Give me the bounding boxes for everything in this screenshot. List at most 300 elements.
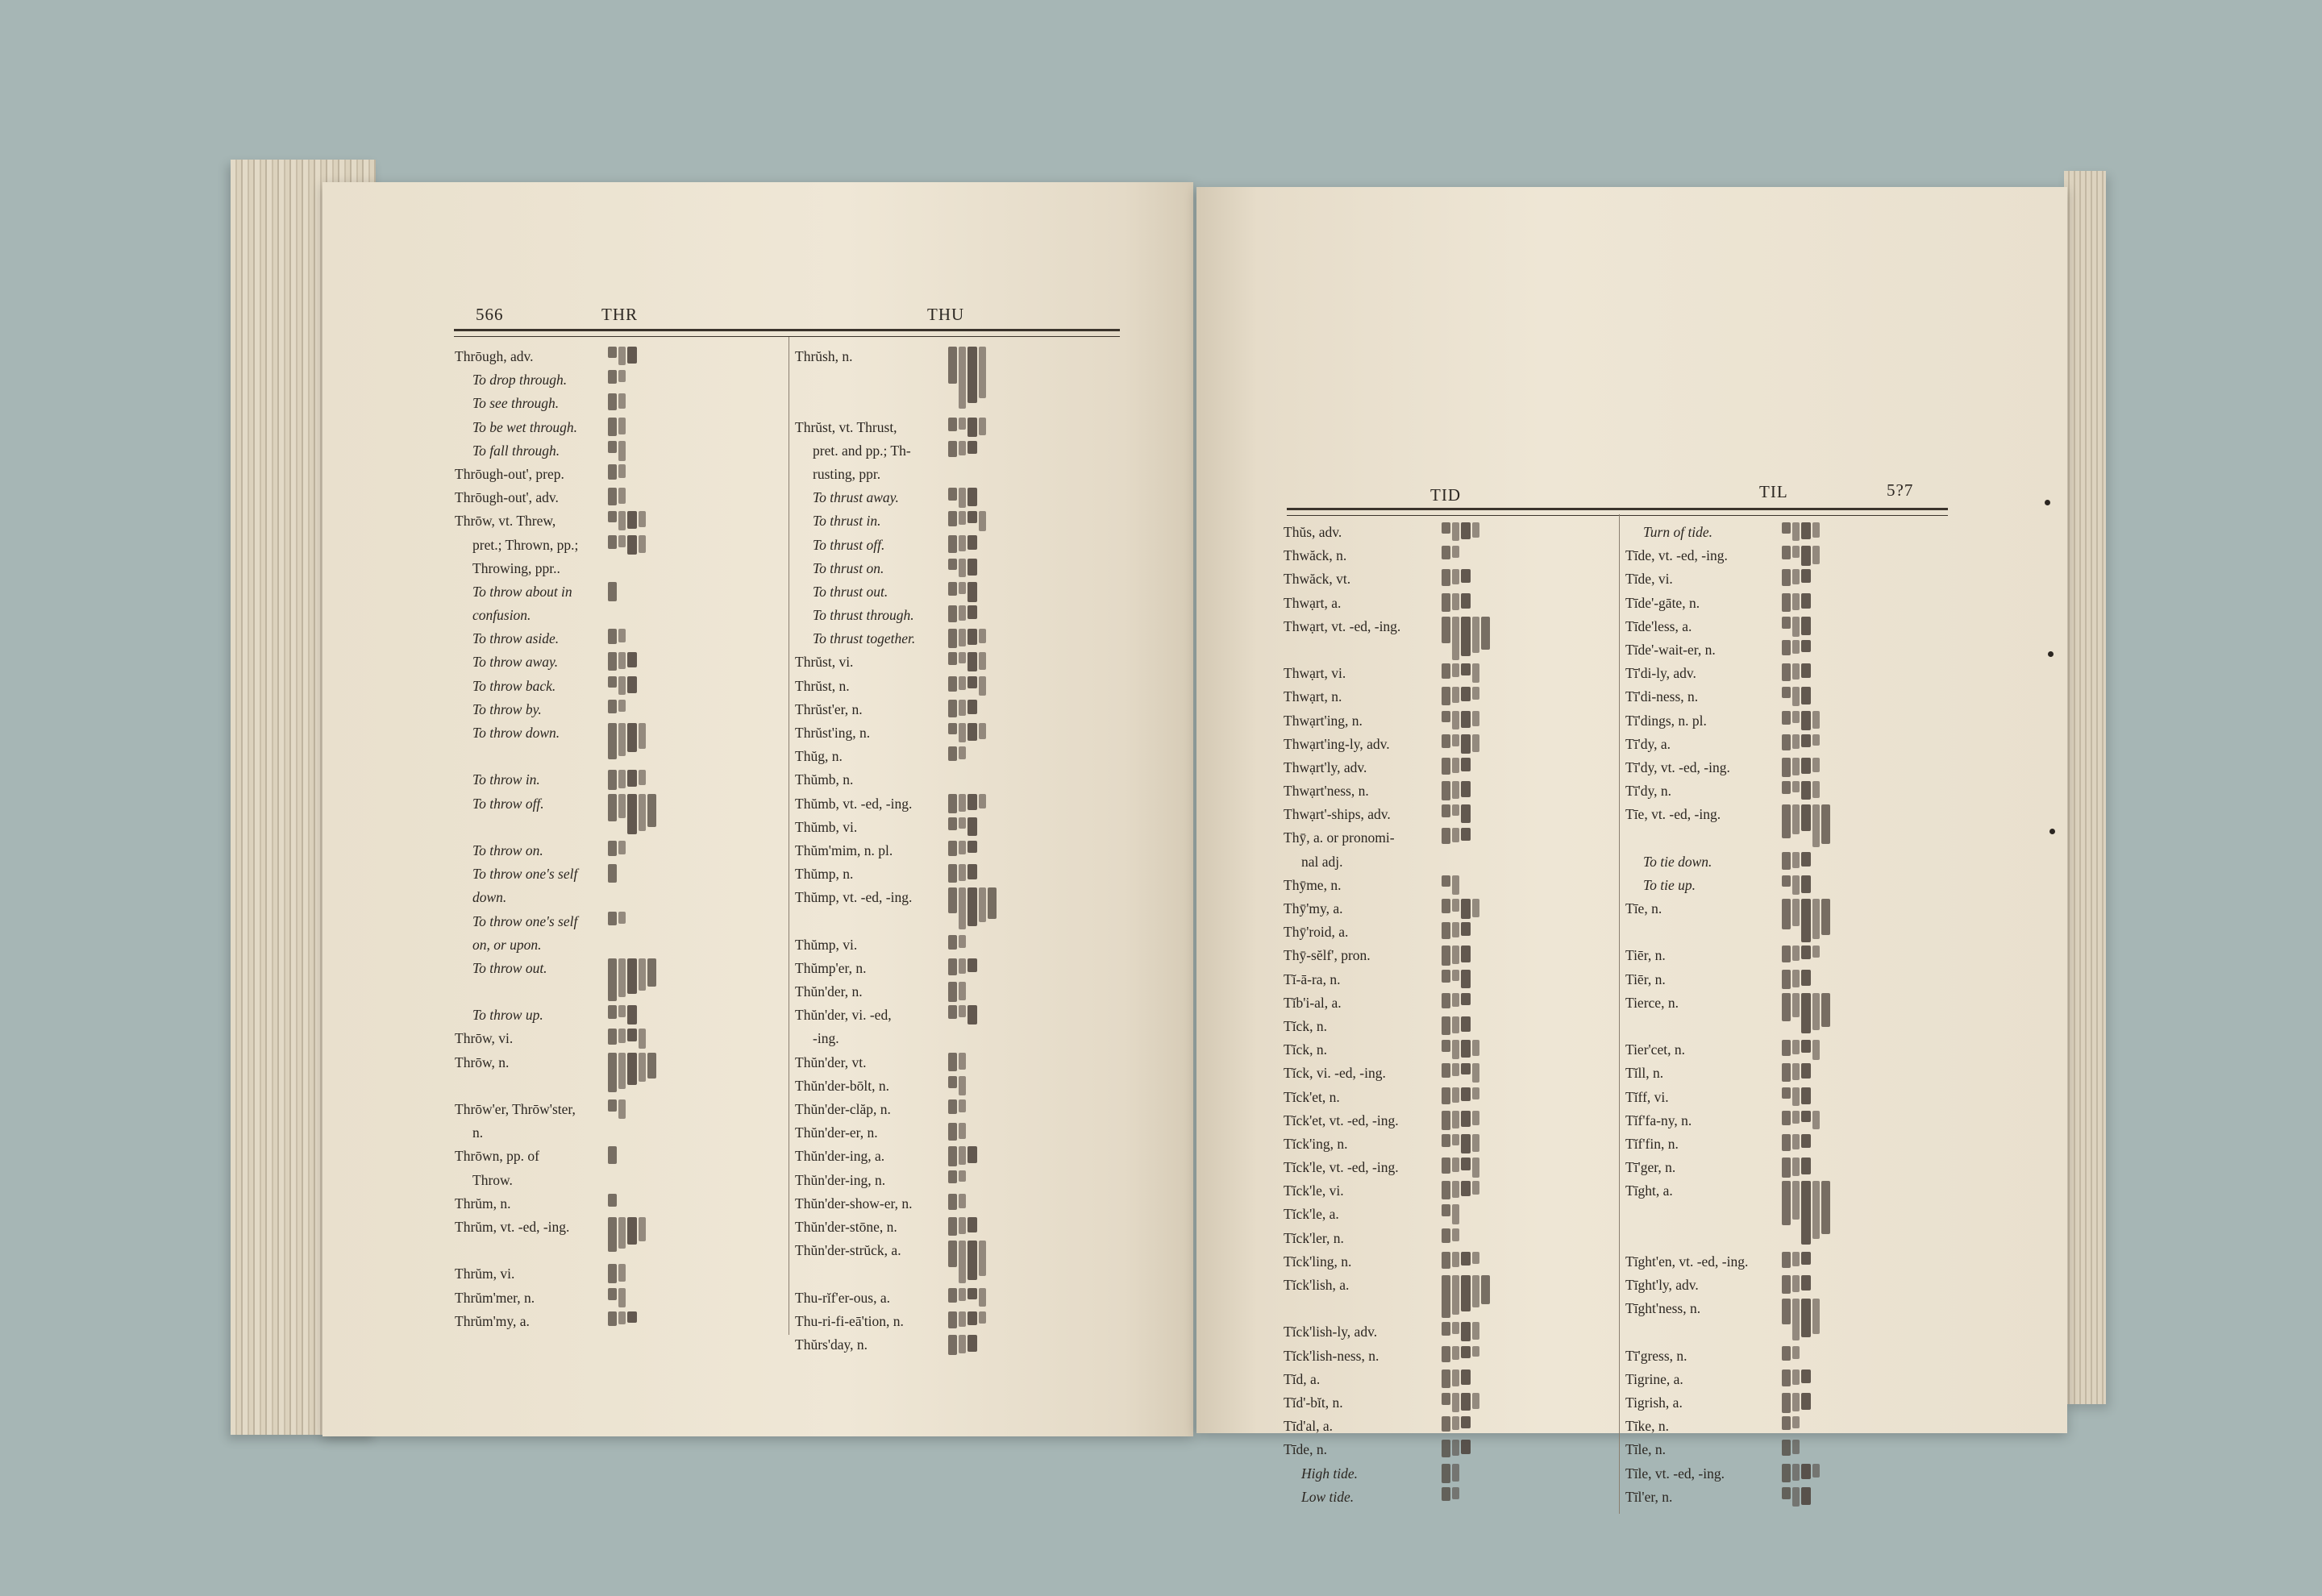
kanji-column xyxy=(1782,663,1791,681)
dictionary-entry xyxy=(455,1145,777,1168)
japanese-gloss xyxy=(608,418,626,437)
header-guide-word-left: TID xyxy=(1430,485,1461,505)
dictionary-entry xyxy=(795,768,1117,792)
japanese-gloss xyxy=(948,1005,977,1025)
kanji-column xyxy=(1801,993,1811,1034)
entry-headword: Thrōw, n. xyxy=(455,1054,510,1070)
kanji-column xyxy=(979,629,986,643)
kanji-column xyxy=(948,605,957,622)
dictionary-entry xyxy=(455,627,777,650)
entry-headword: Tīde, vt. -ed, -ing. xyxy=(1625,547,1728,564)
kanji-column xyxy=(1801,640,1811,652)
kanji-column xyxy=(979,1288,986,1307)
kanji-column xyxy=(1782,852,1791,870)
kanji-column xyxy=(968,723,977,741)
entry-headword: Thŭmp, vi. xyxy=(795,936,858,953)
japanese-gloss xyxy=(948,1241,986,1283)
dictionary-entry xyxy=(455,1051,777,1098)
entry-headword: Tī'dy, a. xyxy=(1625,735,1671,752)
japanese-gloss xyxy=(1442,734,1479,754)
kanji-column xyxy=(1472,617,1479,653)
dictionary-entry xyxy=(795,1145,1117,1168)
kanji-column xyxy=(1782,993,1791,1021)
entry-headword: To throw in. xyxy=(472,771,540,788)
kanji-column xyxy=(1792,899,1800,926)
japanese-gloss xyxy=(1782,1440,1800,1456)
kanji-column xyxy=(979,347,986,398)
dictionary-entry xyxy=(455,1262,777,1286)
kanji-column xyxy=(959,559,966,577)
entry-headword: Thu-rĭf'er-ous, a. xyxy=(795,1289,890,1306)
kanji-column xyxy=(1452,1487,1459,1499)
kanji-column xyxy=(1812,781,1820,798)
entry-headword: Thŭn'der-ing, a. xyxy=(795,1148,885,1165)
dictionary-entry xyxy=(1284,779,1614,803)
kanji-column xyxy=(1782,1087,1791,1099)
dictionary-entry xyxy=(795,1310,1117,1333)
entry-headword: Thwạrt, vi. xyxy=(1284,665,1346,682)
japanese-gloss xyxy=(608,1146,617,1163)
kanji-column xyxy=(1461,593,1471,609)
kanji-column xyxy=(1452,569,1459,584)
japanese-gloss xyxy=(948,347,986,409)
dictionary-entry xyxy=(455,439,777,463)
kanji-column xyxy=(608,958,617,1001)
kanji-column xyxy=(948,652,957,665)
kanji-column xyxy=(1452,1204,1459,1224)
kanji-column xyxy=(968,605,977,619)
kanji-column xyxy=(1801,970,1811,986)
kanji-column xyxy=(948,441,957,457)
kanji-column xyxy=(948,511,957,526)
kanji-column xyxy=(1792,687,1800,705)
entry-headword: Tī'dy, vt. -ed, -ing. xyxy=(1625,759,1730,775)
entry-headword: High tide. xyxy=(1301,1465,1358,1482)
japanese-gloss xyxy=(948,1146,977,1166)
kanji-column xyxy=(948,887,957,913)
japanese-gloss xyxy=(948,817,977,836)
kanji-column xyxy=(627,770,637,786)
japanese-gloss xyxy=(948,958,977,975)
japanese-gloss xyxy=(948,1335,977,1355)
kanji-column xyxy=(1801,875,1811,893)
kanji-column xyxy=(1782,1158,1791,1177)
kanji-column xyxy=(1442,1134,1450,1147)
dictionary-entry xyxy=(1284,1345,1614,1368)
entry-headword: To be wet through. xyxy=(472,418,577,435)
kanji-column xyxy=(968,1217,977,1232)
entry-headword: Thwăck, n. xyxy=(1284,547,1347,564)
header-guide-word-left: THR xyxy=(601,305,638,324)
dictionary-entry xyxy=(1284,567,1614,591)
japanese-gloss xyxy=(1442,1228,1459,1243)
kanji-column xyxy=(959,676,966,690)
kanji-column xyxy=(1442,993,1450,1008)
entry-headword: Throwing, ppr.. xyxy=(472,559,560,576)
kanji-column xyxy=(959,794,966,812)
dictionary-entry xyxy=(1625,1486,1948,1509)
dictionary-entry xyxy=(1284,685,1614,709)
dictionary-entry xyxy=(455,839,777,862)
kanji-column xyxy=(959,535,966,551)
kanji-column xyxy=(1812,1181,1820,1239)
dictionary-entry xyxy=(455,463,777,486)
kanji-column xyxy=(1442,804,1450,817)
entry-headword: Thwạrt'ing, n. xyxy=(1284,712,1363,729)
entry-headword: Tĭb'i-al, a. xyxy=(1284,994,1342,1011)
japanese-gloss xyxy=(1442,1204,1459,1224)
kanji-column xyxy=(959,629,966,646)
kanji-column xyxy=(1461,804,1471,823)
dictionary-entry xyxy=(795,1121,1117,1145)
kanji-column xyxy=(948,1288,957,1303)
kanji-column xyxy=(959,1099,966,1112)
kanji-column xyxy=(1472,1087,1479,1099)
kanji-column xyxy=(1461,1416,1471,1428)
kanji-column xyxy=(618,676,626,696)
kanji-column xyxy=(608,464,617,480)
entry-headword: on, or upon. xyxy=(472,936,542,953)
kanji-column xyxy=(1801,1040,1811,1052)
kanji-column xyxy=(959,935,966,948)
japanese-gloss xyxy=(948,1194,966,1210)
kanji-column xyxy=(1472,1134,1479,1152)
kanji-column xyxy=(968,1146,977,1163)
kanji-column xyxy=(1442,663,1450,679)
japanese-gloss xyxy=(608,1053,656,1093)
kanji-column xyxy=(1812,1299,1820,1334)
kanji-column xyxy=(1461,781,1471,797)
dictionary-entry xyxy=(455,910,777,933)
kanji-column xyxy=(1821,1181,1830,1233)
japanese-gloss xyxy=(1442,899,1479,919)
entry-headword: Tī'di-ly, adv. xyxy=(1625,665,1696,682)
dictionary-entry xyxy=(795,1027,1117,1050)
dictionary-entry xyxy=(1625,615,1948,638)
japanese-gloss xyxy=(608,1099,626,1119)
dictionary-entry xyxy=(1284,1486,1614,1509)
japanese-gloss xyxy=(948,511,986,530)
kanji-column xyxy=(1461,922,1471,936)
dictionary-entry xyxy=(1284,1415,1614,1438)
entry-headword: To throw off. xyxy=(472,795,544,812)
kanji-column xyxy=(948,582,957,596)
kanji-column xyxy=(1812,1464,1820,1478)
dictionary-entry xyxy=(795,1216,1117,1239)
kanji-column xyxy=(979,418,986,435)
kanji-column xyxy=(1782,1369,1791,1386)
japanese-gloss xyxy=(948,794,986,813)
dictionary-entry xyxy=(455,886,777,909)
japanese-gloss xyxy=(948,700,977,717)
kanji-column xyxy=(1461,1040,1471,1058)
kanji-column xyxy=(968,1335,977,1352)
entry-headword: Tīde'-gāte, n. xyxy=(1625,594,1700,611)
kanji-column xyxy=(959,582,966,594)
japanese-gloss xyxy=(1782,1275,1811,1294)
kanji-column xyxy=(1782,1181,1791,1224)
entry-headword: Thŭn'der-show-er, n. xyxy=(795,1195,913,1212)
entry-headword: Thȳ'roid, a. xyxy=(1284,924,1349,941)
japanese-gloss xyxy=(948,887,997,929)
japanese-gloss xyxy=(608,1217,646,1252)
dictionary-entry xyxy=(1284,850,1614,874)
kanji-column xyxy=(1792,734,1800,750)
kanji-column xyxy=(1812,1040,1820,1060)
entry-headword: Tiēr, n. xyxy=(1625,947,1666,964)
kanji-column xyxy=(1782,1111,1791,1125)
header-guide-word-right: THU xyxy=(927,305,965,324)
entry-headword: Thrōugh-out', prep. xyxy=(455,465,564,482)
entry-headword: Tĭff, vi. xyxy=(1625,1088,1669,1105)
kanji-column xyxy=(627,1005,637,1025)
kanji-column xyxy=(968,1288,977,1299)
japanese-gloss xyxy=(1442,1134,1479,1153)
kanji-column xyxy=(1792,804,1800,834)
kanji-column xyxy=(1442,899,1450,913)
kanji-column xyxy=(1792,1252,1800,1266)
kanji-column xyxy=(1461,522,1471,539)
entry-headword: nal adj. xyxy=(1301,853,1343,870)
japanese-gloss xyxy=(608,700,626,714)
dictionary-entry xyxy=(1625,1415,1948,1438)
entry-headword: Thrōugh-out', adv. xyxy=(455,489,559,506)
kanji-column xyxy=(639,1217,646,1241)
japanese-gloss xyxy=(1442,687,1479,704)
binding-hole xyxy=(2045,500,2050,505)
japanese-gloss xyxy=(1782,946,1820,962)
kanji-column xyxy=(1442,1063,1450,1078)
kanji-column xyxy=(1801,852,1811,867)
kanji-column xyxy=(627,723,637,752)
kanji-column xyxy=(959,652,966,663)
kanji-column xyxy=(959,700,966,716)
kanji-column xyxy=(1782,875,1791,887)
kanji-column xyxy=(959,1288,966,1301)
kanji-column xyxy=(639,1053,646,1082)
kanji-column xyxy=(1792,1275,1800,1292)
kanji-column xyxy=(618,912,626,925)
header-rule xyxy=(1287,508,1948,516)
entry-headword: pret.; Thrown, pp.; xyxy=(472,536,579,553)
entry-headword: To throw aside. xyxy=(472,630,560,647)
dictionary-entry xyxy=(1625,567,1948,591)
japanese-gloss xyxy=(608,841,626,856)
japanese-gloss xyxy=(1442,946,1471,965)
kanji-column xyxy=(608,723,617,759)
kanji-column xyxy=(959,1170,966,1182)
kanji-column xyxy=(948,700,957,717)
entry-headword: To throw by. xyxy=(472,700,542,717)
kanji-column xyxy=(1801,781,1811,800)
japanese-gloss xyxy=(1782,569,1811,585)
dictionary-entry xyxy=(1284,1250,1614,1274)
kanji-column xyxy=(1792,970,1800,987)
japanese-gloss xyxy=(948,582,977,602)
kanji-column xyxy=(948,935,957,950)
kanji-column xyxy=(968,817,977,836)
kanji-column xyxy=(968,841,977,853)
entry-headword: Thrōw'er, Thrōw'ster, xyxy=(455,1101,576,1118)
binding-hole xyxy=(2049,829,2055,834)
kanji-column xyxy=(1461,1063,1471,1074)
kanji-column xyxy=(979,1241,986,1276)
dictionary-entry xyxy=(1284,1038,1614,1062)
kanji-column xyxy=(1792,522,1800,541)
entry-headword: To thrust away. xyxy=(813,489,899,506)
kanji-column xyxy=(1782,804,1791,837)
kanji-column xyxy=(979,1311,986,1324)
dictionary-entry xyxy=(795,580,1117,604)
kanji-column xyxy=(1442,1322,1450,1336)
dictionary-entry xyxy=(1284,662,1614,685)
kanji-column xyxy=(1801,663,1811,678)
dictionary-entry xyxy=(1284,968,1614,991)
kanji-column xyxy=(1801,711,1811,731)
kanji-column xyxy=(1782,734,1791,751)
kanji-column xyxy=(1442,1416,1450,1431)
kanji-column xyxy=(959,817,966,829)
entry-headword: Thŭn'der, vt. xyxy=(795,1054,867,1070)
kanji-column xyxy=(627,794,637,835)
kanji-column xyxy=(1801,899,1811,942)
dictionary-entry xyxy=(1625,638,1948,662)
japanese-gloss xyxy=(948,1123,966,1140)
entry-headword: Thȳme, n. xyxy=(1284,876,1342,893)
kanji-column xyxy=(1801,1299,1811,1337)
kanji-column xyxy=(1812,734,1820,746)
dictionary-entry xyxy=(1625,1156,1948,1179)
entry-headword: Thŭmb, vt. -ed, -ing. xyxy=(795,795,913,812)
kanji-column xyxy=(1452,1040,1459,1059)
kanji-column xyxy=(948,1123,957,1140)
kanji-column xyxy=(959,887,966,929)
kanji-column xyxy=(1442,875,1450,887)
kanji-column xyxy=(1801,1111,1811,1122)
entry-headword: Tĭck, vi. -ed, -ing. xyxy=(1284,1065,1386,1082)
kanji-column xyxy=(1452,1228,1459,1241)
japanese-gloss xyxy=(1442,546,1459,559)
dictionary-entry xyxy=(795,416,1117,439)
kanji-column xyxy=(1782,1346,1791,1361)
entry-headword: Thȳ, a. or pronomi- xyxy=(1284,829,1395,846)
entry-headword: confusion. xyxy=(472,607,531,624)
entry-headword: down. xyxy=(472,889,507,906)
kanji-column xyxy=(1782,781,1791,794)
entry-headword: Thrŭst, vt. Thrust, xyxy=(795,418,897,435)
entry-headword: Thwạrt, n. xyxy=(1284,688,1342,705)
dictionary-entry xyxy=(1284,1462,1614,1486)
kanji-column xyxy=(1821,804,1830,843)
dictionary-entry xyxy=(1625,709,1948,733)
dictionary-entry xyxy=(795,557,1117,580)
kanji-column xyxy=(1792,1063,1800,1080)
kanji-column xyxy=(968,418,977,437)
japanese-gloss xyxy=(948,418,986,437)
kanji-column xyxy=(948,746,957,761)
kanji-column xyxy=(1792,663,1800,680)
kanji-column xyxy=(948,1005,957,1018)
entry-headword: Thrŭm'my, a. xyxy=(455,1312,530,1329)
kanji-column xyxy=(948,1146,957,1166)
column-divider xyxy=(1619,514,1620,1514)
kanji-column xyxy=(1452,546,1459,558)
japanese-gloss xyxy=(948,652,986,671)
kanji-column xyxy=(1452,1440,1459,1456)
kanji-column xyxy=(1801,1134,1811,1148)
entry-headword: Thŭmb, n. xyxy=(795,771,854,788)
entry-headword: Tĭd'-bĭt, n. xyxy=(1284,1394,1343,1411)
kanji-column xyxy=(608,535,617,549)
dictionary-entry xyxy=(455,486,777,509)
dictionary-entry xyxy=(1625,544,1948,567)
kanji-column xyxy=(1442,593,1450,613)
dictionary-entry xyxy=(795,345,1117,416)
dictionary-entry xyxy=(455,1027,777,1050)
dictionary-entry xyxy=(455,721,777,768)
kanji-column xyxy=(1792,1087,1800,1107)
japanese-gloss xyxy=(1782,1416,1800,1430)
kanji-column xyxy=(1472,1181,1479,1195)
kanji-column xyxy=(968,1311,977,1326)
kanji-column xyxy=(1792,1464,1800,1481)
kanji-column xyxy=(618,393,626,408)
dictionary-entry xyxy=(455,675,777,698)
kanji-column xyxy=(948,629,957,648)
kanji-column xyxy=(1801,1063,1811,1079)
kanji-column xyxy=(959,1217,966,1234)
kanji-column xyxy=(1442,734,1450,748)
kanji-column xyxy=(968,582,977,602)
entry-headword: To throw out. xyxy=(472,959,547,976)
kanji-column xyxy=(1792,711,1800,723)
dictionary-entry xyxy=(1284,803,1614,826)
dictionary-entry xyxy=(1625,662,1948,685)
japanese-gloss xyxy=(1782,640,1811,655)
kanji-column xyxy=(608,794,617,822)
kanji-column xyxy=(948,1194,957,1210)
entry-headword: Thŭrs'day, n. xyxy=(795,1336,868,1353)
entry-headword: To tie down. xyxy=(1643,853,1712,870)
dictionary-entry xyxy=(1284,1156,1614,1179)
kanji-column xyxy=(608,488,617,505)
kanji-column xyxy=(608,582,617,601)
kanji-column xyxy=(1452,1016,1459,1033)
entry-headword: Tīle, vt. -ed, -ing. xyxy=(1625,1465,1725,1482)
kanji-column xyxy=(1442,687,1450,704)
kanji-column xyxy=(968,652,977,671)
right-page-column-1 xyxy=(1284,521,1614,1509)
entry-headword: Thwăck, vt. xyxy=(1284,571,1351,588)
binding-hole xyxy=(2048,651,2054,657)
japanese-gloss xyxy=(1442,1016,1471,1035)
kanji-column xyxy=(948,1099,957,1114)
kanji-column xyxy=(948,347,957,384)
entry-headword: Turn of tide. xyxy=(1643,524,1713,540)
entry-headword: Tĭck, n. xyxy=(1284,1041,1327,1058)
kanji-column xyxy=(968,488,977,506)
kanji-column xyxy=(1461,970,1471,988)
kanji-column xyxy=(1801,1393,1811,1410)
kanji-column xyxy=(608,770,617,789)
kanji-column xyxy=(1452,828,1459,842)
dictionary-entry xyxy=(1284,521,1614,544)
dictionary-entry xyxy=(1284,1320,1614,1344)
kanji-column xyxy=(1792,1158,1800,1175)
kanji-column xyxy=(608,629,617,644)
japanese-gloss xyxy=(608,794,656,835)
kanji-column xyxy=(1801,1252,1811,1265)
